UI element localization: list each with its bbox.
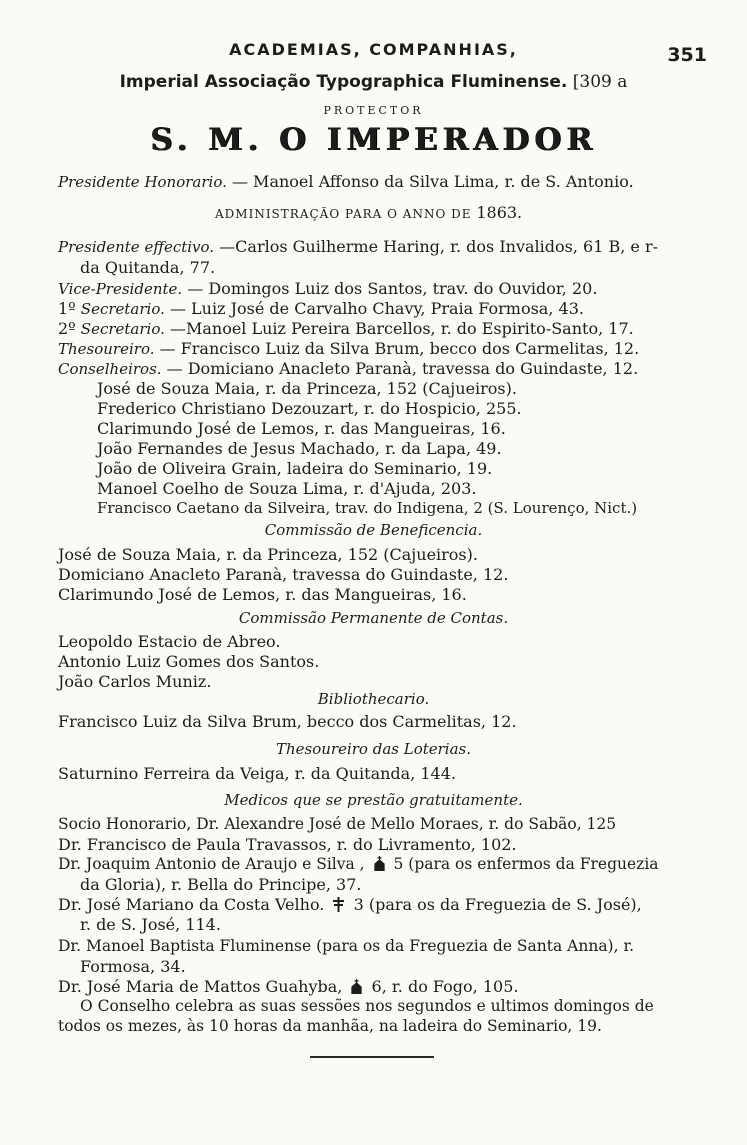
doctor-line: Dr. Francisco de Paula Travassos, r. do Livramento, 102. [58,835,517,854]
officer-text: — Domingos Luiz dos Santos, trav. do Ouvidor, 20. [187,279,598,298]
beneficence-member: Clarimundo José de Lemos, r. das Mangueiras, 16. [58,585,467,604]
officer-row [58,299,584,318]
doctor-velho-name: Dr. José Mariano da Costa Velho. [58,895,325,914]
page-number: 351 [667,44,707,66]
doctor-velho [58,895,642,914]
accounts-member: Antonio Luiz Gomes dos Santos. [58,652,320,671]
beneficence-member: Domiciano Anacleto Paranà, travessa do Guindaste, 12. [58,565,509,584]
protector-name: S. M. O IMPERADOR [150,122,597,158]
doctor-araujo-name: Dr. Joaquim Antonio de Araujo e Silva , [58,855,365,873]
councillor: José de Souza Maia, r. da Princeza, 152 (Cajueiros). [97,379,517,398]
lottery-treasurer-heading: Thesoureiro das Loterias. [275,740,472,758]
officer-text: da Quitanda, 77. [80,258,216,277]
doctor-araujo-cont: da Gloria), r. Bella do Principe, 37. [80,875,362,894]
officer-label: Presidente effectivo. [58,238,215,256]
officer-text: — Domiciano Anacleto Paranà, travessa do Guindaste, 12. [166,359,639,378]
officer-label: Vice-Presidente. [58,280,183,298]
doctor-velho-parish: 3 (para os da Freguezia de S. José), [353,895,642,914]
officer-row [80,258,215,277]
association-heading [0,72,747,92]
councillor: Frederico Christiano Dezouzart, r. do Hospicio, 255. [97,399,522,418]
closing-line: todos os mezes, às 10 horas da manhãa, na ladeira do Seminario, 19. [58,1017,602,1035]
officer-prefix: 2º [58,319,76,338]
officer-row [58,359,638,378]
accounts-member: João Carlos Muniz. [58,672,212,691]
councillor: João Fernandes de Jesus Machado, r. da Lapa, 49. [97,439,502,458]
officer-text: — Luiz José de Carvalho Chavy, Praia Formosa, 43. [169,299,584,318]
cross-icon [332,897,345,912]
officer-row [58,279,597,298]
doctors-heading: Medicos que se prestão gratuitamente. [224,791,523,809]
officer-label: Secretario. [80,300,165,318]
councillor: João de Oliveira Grain, ladeira do Seminario, 19. [97,459,493,478]
officer-row [58,237,658,256]
officer-text: — Francisco Luiz da Silva Brum, becco dos Carmelitas, 12. [159,339,640,358]
officer-label: Thesoureiro. [58,340,155,358]
officer-label: Secretario. [80,320,165,338]
accounts-heading: Commissão Permanente de Contas. [238,609,509,627]
running-head: ACADEMIAS, COMPANHIAS, [229,40,518,59]
librarian-heading: Bibliothecario. [317,690,430,708]
closing-line: O Conselho celebra as suas sessões nos segundos e ultimos domingos de [80,997,654,1015]
beneficence-member: José de Souza Maia, r. da Princeza, 152 (Cajueiros). [58,545,478,564]
protector-label: PROTECTOR [323,104,424,117]
accounts-member: Leopoldo Estacio de Abreo. [58,632,281,651]
doctor-guahyba-address: 6, r. do Fogo, 105. [371,977,519,996]
councillor: Francisco Caetano da Silveira, trav. do Indigena, 2 (S. Lourenço, Nict.) [97,499,638,517]
councillor: Clarimundo José de Lemos, r. das Mangueiras, 16. [97,419,506,438]
officer-prefix: 1º [58,299,76,318]
association-name: Imperial Associação Typographica Fluminense. [119,72,568,92]
closing-rule [310,1056,434,1058]
association-founded: [309 a [572,72,628,92]
councillor: Manoel Coelho de Souza Lima, r. d'Ajuda, 203. [97,479,477,498]
honorary-president [58,172,634,191]
officer-text: —Carlos Guilherme Haring, r. dos Invalidos, 61 B, e r- [219,237,659,256]
officer-label: Conselheiros. [58,360,162,378]
beneficence-heading: Commissão de Beneficencia. [264,521,483,539]
administration-text: ADMINISTRAÇÃO PARA O ANNO DE [215,207,472,221]
doctor-araujo [58,855,659,873]
doctor-line: Socio Honorario, Dr. Alexandre José de Mello Moraes, r. do Sabão, 125 [58,815,617,833]
officer-row [58,319,634,338]
parish-church-icon [350,979,363,994]
officer-text: —Manoel Luiz Pereira Barcellos, r. do Espirito-Santo, 17. [169,319,634,338]
doctor-guahyba-name: Dr. José Maria de Mattos Guahyba, [58,977,343,996]
doctor-velho-cont: r. de S. José, 114. [80,915,221,934]
parish-church-icon [373,856,386,871]
administration-heading [215,203,522,222]
doctor-guahyba [58,977,518,996]
doctor-baptista: Dr. Manoel Baptista Fluminense (para os da Freguezia de Santa Anna), r. [58,937,635,955]
honorary-president-label: Presidente Honorario. [58,173,227,191]
lottery-treasurer-name: Saturnino Ferreira da Veiga, r. da Quitanda, 144. [58,764,456,783]
doctor-baptista-cont: Formosa, 34. [80,957,186,976]
officer-row [58,339,639,358]
doctor-araujo-parish: 5 (para os enfermos da Freguezia [393,855,659,873]
administration-year: 1863. [476,203,523,222]
librarian-name: Francisco Luiz da Silva Brum, becco dos Carmelitas, 12. [58,712,517,731]
honorary-president-text: — Manoel Affonso da Silva Lima, r. de S. Antonio. [231,172,634,191]
